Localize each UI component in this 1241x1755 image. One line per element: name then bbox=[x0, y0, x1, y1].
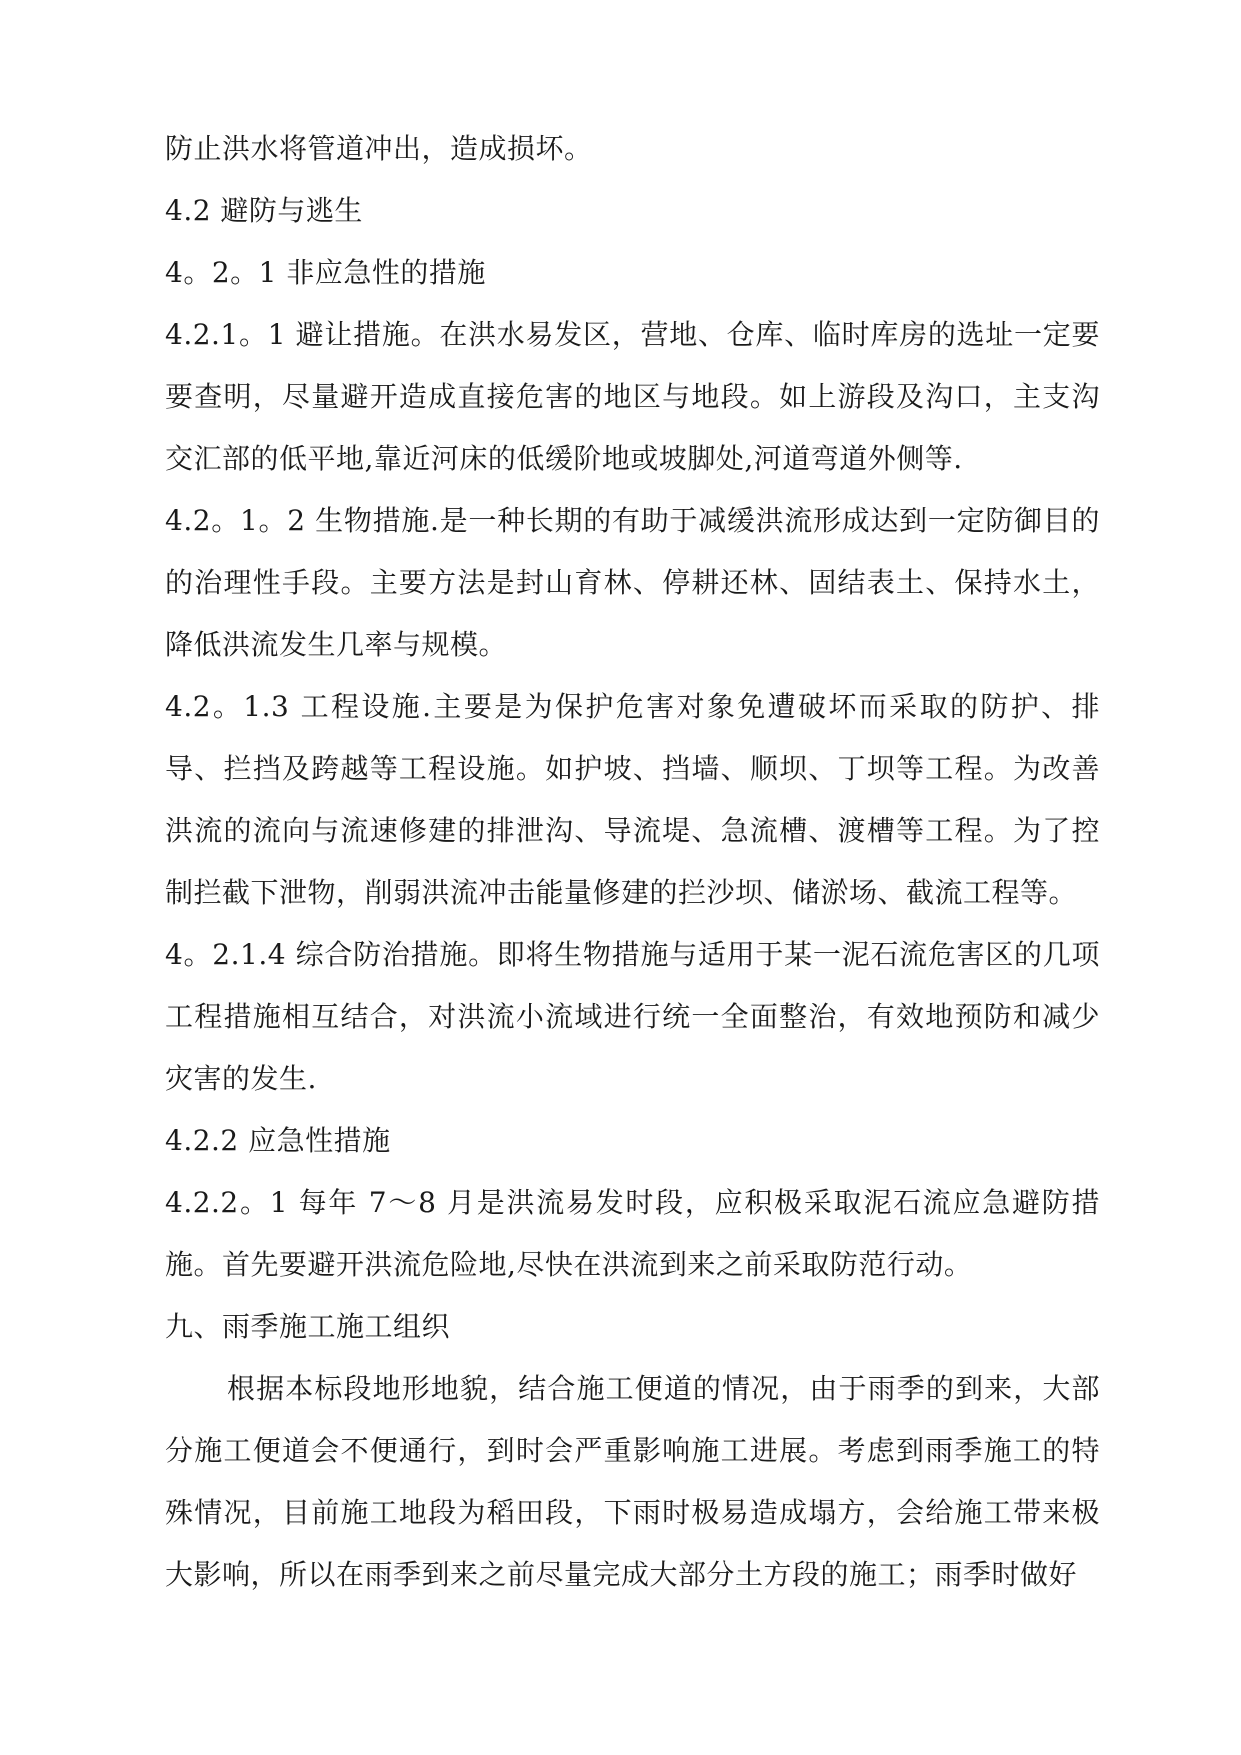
paragraph: 4.2。1。2 生物措施.是一种长期的有助于减缓洪流形成达到一定防御目的的治理性手段。主要方法是封山育林、停耕还林、固结表土、保持水土，降低洪流发生几率与规模。 bbox=[165, 504, 1100, 661]
paragraph: 防止洪水将管道冲出，造成损坏。 bbox=[165, 132, 593, 165]
document-body bbox=[165, 118, 1100, 1606]
paragraph: 根据本标段地形地貌，结合施工便道的情况，由于雨季的到来，大部分施工便道会不便通行，到时会严重影响施工进展。考虑到雨季施工的特殊情况，目前施工地段为稻田段，下雨时极易造成塌方，会给施工带来极大影响，所以在雨季到来之前尽量完成大部分土方段的施工；雨季时做好 bbox=[165, 1372, 1100, 1591]
subsection-heading: 4。2。1 非应急性的措施 bbox=[165, 256, 486, 289]
paragraph: 4。2.1.4 综合防治措施。即将生物措施与适用于某一泥石流危害区的几项工程措施相互结合，对洪流小流域进行统一全面整治，有效地预防和减少灾害的发生. bbox=[165, 938, 1100, 1095]
paragraph: 4.2.1。1 避让措施。在洪水易发区，营地、仓库、临时库房的选址一定要要查明，尽量避开造成直接危害的地区与地段。如上游段及沟口，主支沟交汇部的低平地,靠近河床的低缓阶地或坡脚处,河道弯道外侧等. bbox=[165, 318, 1100, 475]
paragraph: 4.2。1.3 工程设施.主要是为保护危害对象免遭破坏而采取的防护、排导、拦挡及跨越等工程设施。如护坡、挡墙、顺坝、丁坝等工程。为改善洪流的流向与流速修建的排泄沟、导流堤、急流槽、渡槽等工程。为了控制拦截下泄物，削弱洪流冲击能量修建的拦沙坝、储淤场、截流工程等。 bbox=[165, 690, 1100, 909]
paragraph: 4.2.2。1 每年 7～8 月是洪流易发时段，应积极采取泥石流应急避防措施。首先要避开洪流危险地,尽快在洪流到来之前采取防范行动。 bbox=[165, 1186, 1100, 1281]
section-heading: 4.2 避防与逃生 bbox=[165, 194, 363, 227]
subsection-heading: 4.2.2 应急性措施 bbox=[165, 1124, 391, 1157]
chapter-heading: 九、雨季施工施工组织 bbox=[165, 1310, 451, 1343]
